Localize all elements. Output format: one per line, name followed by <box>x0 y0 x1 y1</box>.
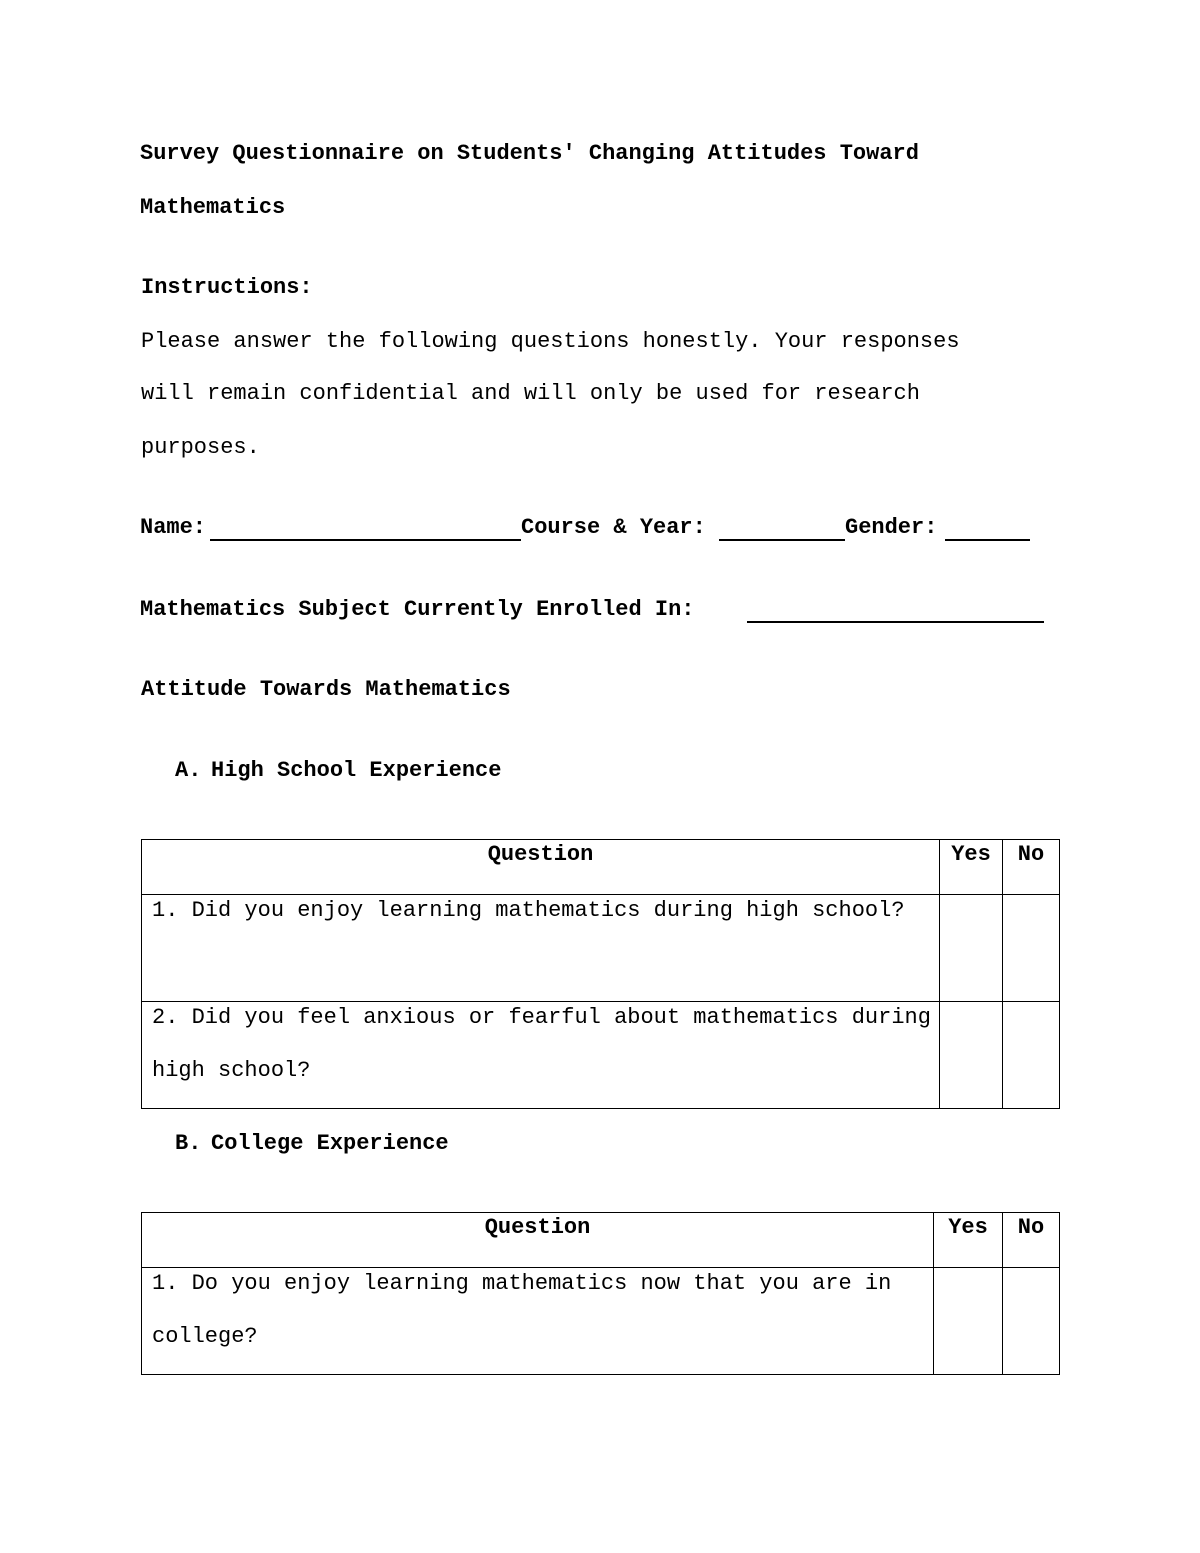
question-column-header: Question <box>142 840 940 895</box>
question-text: 1. Did you enjoy learning mathematics during high school? <box>152 898 905 923</box>
question-cell <box>142 1002 940 1109</box>
course-year-field-line[interactable] <box>719 539 845 541</box>
section-b-marker: B. <box>175 1131 202 1156</box>
section-a-title: High School Experience <box>211 758 502 783</box>
question-cell <box>142 895 940 1002</box>
instructions-text-line-3: purposes. <box>141 435 260 460</box>
question-text: 2. Did you feel anxious or fearful about mathematics during high school? <box>152 1005 931 1083</box>
instructions-text-line-2: will remain confidential and will only be used for research <box>141 381 920 406</box>
college-table <box>141 1212 1060 1375</box>
question-text: 1. Do you enjoy learning mathematics now that you are in college? <box>152 1271 892 1349</box>
name-label: Name: <box>140 515 207 540</box>
section-a-marker: A. <box>175 758 202 783</box>
no-column-header: No <box>1003 840 1060 895</box>
table-row <box>142 1002 1060 1109</box>
instructions-text-line-1: Please answer the following questions honestly. Your responses <box>141 329 960 354</box>
yes-answer-cell[interactable] <box>940 1002 1003 1109</box>
instructions-heading: Instructions: <box>141 275 313 300</box>
yes-column-header: Yes <box>934 1213 1003 1268</box>
no-answer-cell[interactable] <box>1003 1002 1060 1109</box>
table-row <box>142 895 1060 1002</box>
no-answer-cell[interactable] <box>1003 895 1060 1002</box>
gender-label: Gender: <box>845 515 938 540</box>
gender-field-line[interactable] <box>945 539 1030 541</box>
course-year-label: Course & Year: <box>521 515 706 540</box>
question-column-header: Question <box>142 1213 934 1268</box>
table-row <box>142 1268 1060 1375</box>
document-title-line-1: Survey Questionnaire on Students' Changing Attitudes Toward <box>140 141 919 166</box>
yes-column-header: Yes <box>940 840 1003 895</box>
subject-label: Mathematics Subject Currently Enrolled In: <box>140 597 695 622</box>
no-column-header: No <box>1003 1213 1060 1268</box>
section-b-title: College Experience <box>211 1131 449 1156</box>
no-answer-cell[interactable] <box>1003 1268 1060 1375</box>
subject-field-line[interactable] <box>747 621 1044 623</box>
question-cell <box>142 1268 934 1375</box>
yes-answer-cell[interactable] <box>934 1268 1003 1375</box>
yes-answer-cell[interactable] <box>940 895 1003 1002</box>
section-heading: Attitude Towards Mathematics <box>141 677 511 702</box>
document-title-line-2: Mathematics <box>140 195 286 220</box>
high-school-table <box>141 839 1060 1109</box>
name-field-line[interactable] <box>210 539 521 541</box>
